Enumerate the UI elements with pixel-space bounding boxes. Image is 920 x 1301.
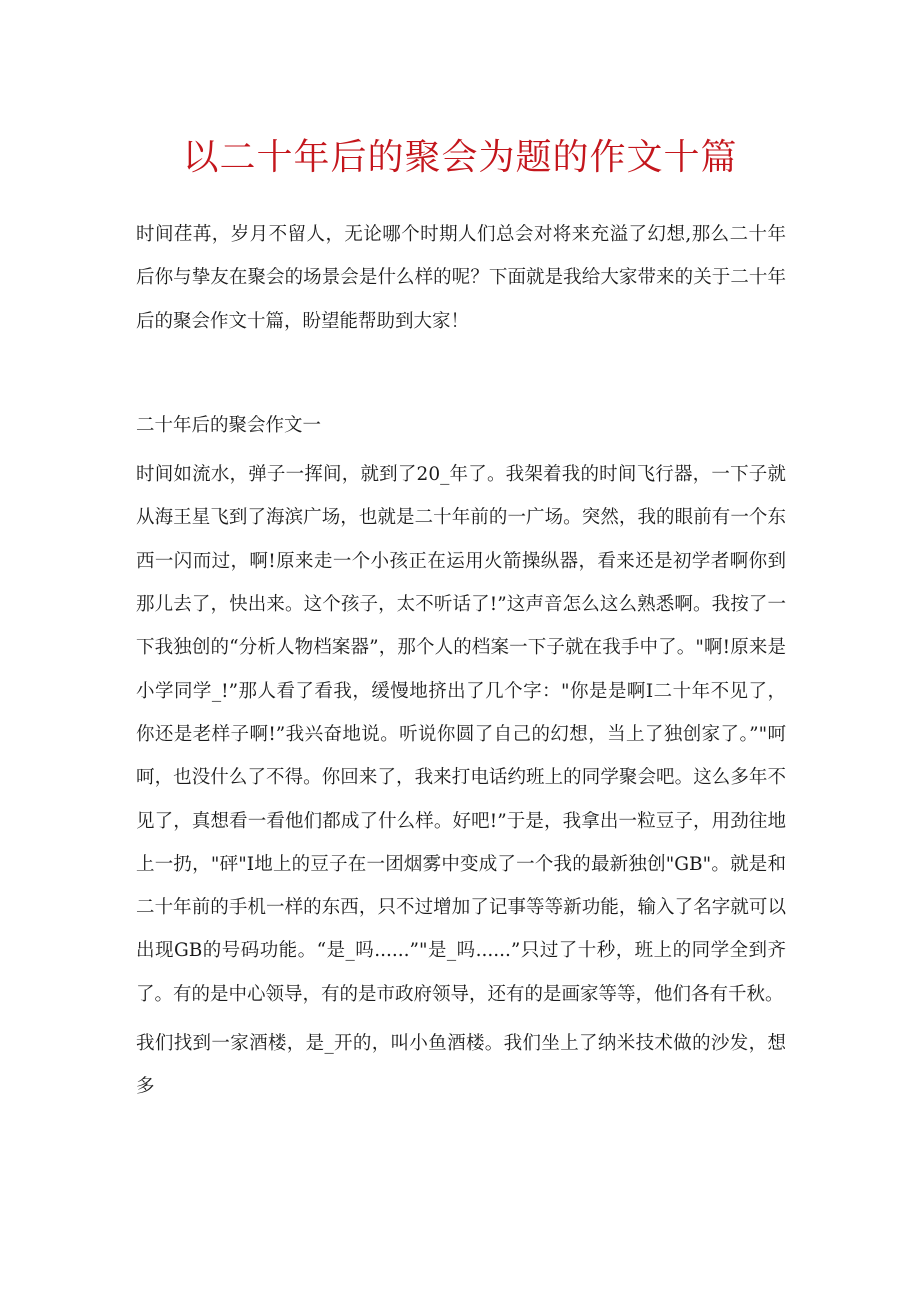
document-body <box>136 213 786 1109</box>
intro-paragraph: 时间荏苒，岁月不留人，无论哪个时期人们总会对将来充溢了幻想,那么二十年后你与挚友在聚会的场景会是什么样的呢？下面就是我给大家带来的关于二十年后的聚会作文十篇，盼望能帮助到大家！ <box>136 224 786 332</box>
document-title: 以二十年后的聚会为题的作文十篇 <box>182 137 738 178</box>
essay-section <box>136 404 786 1109</box>
body-paragraph: 我们找到一家酒楼，是_开的，叫小鱼酒楼。我们坐上了纳米技术做的沙发，想多 <box>136 1033 786 1098</box>
body-paragraph: 时间如流水，弹子一挥间，就到了20_年了。我架着我的时间飞行器，一下子就从海王星飞到了海滨广场，也就是二十年前的一广场。突然，我的眼前有一个东西一闪而过，啊!原来走一个小孩正在运用火箭操纵器，看来还是初学者啊你到那儿去了，快出来。这个孩子，太不听话了!”这声音怎么这么熟悉啊。我按了一下我独创的“分析人物档案器”，那个人的档案一下子就在我手中了。"啊!原来是小学同学_!”那人看了看我，缓慢地挤出了几个字："你是是啊I二十年不见了，你还是老样子啊!”我兴奋地说。听说你圆了自己的幻想，当上了独创家了。”"呵呵，也没什么了不得。你回来了，我来打电话约班上的同学聚会吧。这么多年不见了，真想看一看他们都成了什么样。好吧!”于是，我拿出一粒豆子，用劲往地上一扔，"砰"I地上的豆子在一团烟雾中变成了一个我的最新独创"GB"。就是和二十年前的手机一样的东西，只不过增加了记事等等新功能，输入了名字就可以出现GB的号码功能。“是_吗......”"是_吗......”只过了十秒，班上的同学全到齐了。有的是中心领导，有的是市政府领导，还有的是画家等等，他们各有千秋。 <box>136 464 786 1005</box>
section-heading: 二十年后的聚会作文一 <box>136 414 322 436</box>
